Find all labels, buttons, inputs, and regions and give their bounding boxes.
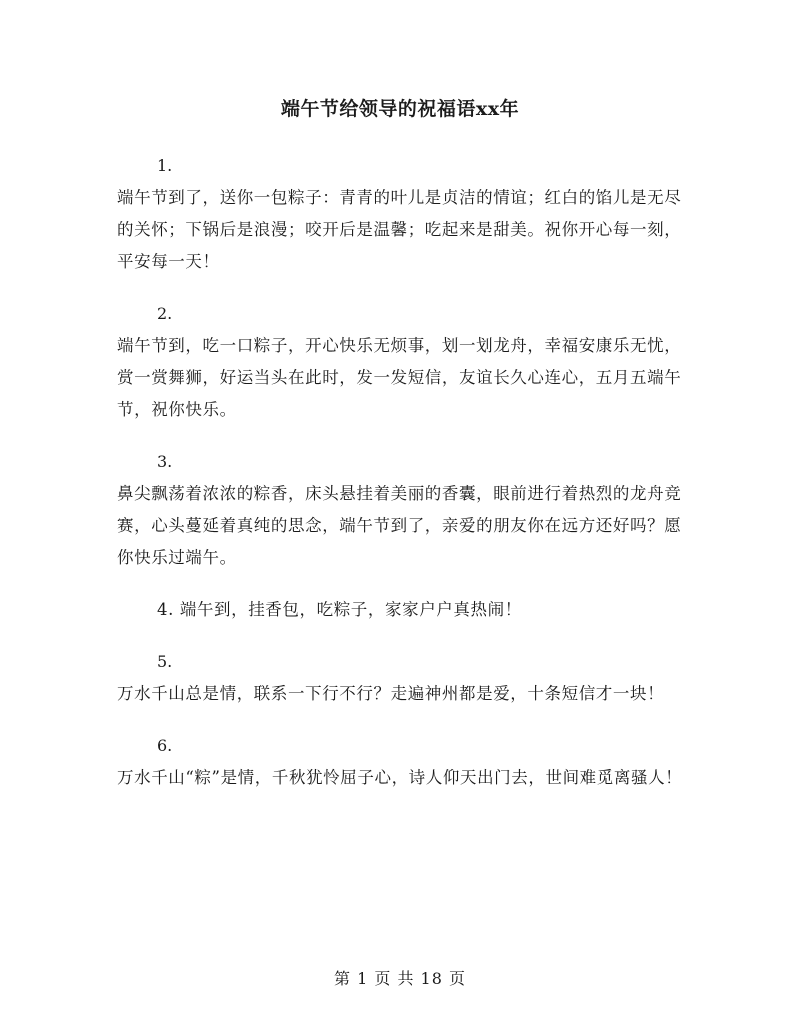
entry-text: 端午到，挂香包，吃粽子，家家户户真热闹！	[179, 600, 522, 619]
entry-text: 端午节到，吃一口粽子，开心快乐无烦事，划一划龙舟，幸福安康乐无忧，赏一赏舞狮，好运当头在此时，发一发短信，友谊长久心连心，五月五端午节，祝你快乐。	[117, 336, 682, 419]
entry-text: 鼻尖飘荡着浓浓的粽香，床头悬挂着美丽的香囊，眼前进行着热烈的龙舟竞赛，心头蔓延着真纯的思念，端午节到了，亲爱的朋友你在远方还好吗？愿你快乐过端午。	[117, 484, 682, 567]
entry-number: 4.	[157, 600, 174, 619]
document-body	[117, 150, 687, 814]
list-item	[117, 446, 687, 574]
entry-number: 6.	[157, 736, 173, 755]
list-item	[117, 150, 687, 278]
entry-number: 5.	[157, 652, 173, 671]
entry-text: 端午节到了，送你一包粽子：青青的叶儿是贞洁的情谊；红白的馅儿是无尽的关怀；下锅后是浪漫；咬开后是温馨；吃起来是甜美。祝你开心每一刻，平安每一天！	[117, 188, 682, 271]
entry-number: 2.	[157, 304, 173, 323]
list-item	[117, 646, 687, 710]
entry-inline	[117, 594, 687, 626]
entry-text: 万水千山总是情，联系一下行不行？走遍神州都是爱，十条短信才一块！	[117, 684, 665, 703]
entry-text: 万水千山“粽”是情，千秋犹怜屈子心，诗人仰天出门去，世间难觅离骚人！	[117, 768, 683, 787]
entry-number: 3.	[157, 452, 173, 471]
list-item	[117, 730, 687, 794]
page-number: 第 1 页 共 18 页	[334, 969, 466, 988]
list-item	[117, 594, 687, 626]
list-item	[117, 298, 687, 426]
entry-number: 1.	[157, 156, 173, 175]
document-title: 端午节给领导的祝福语xx年	[280, 98, 520, 120]
